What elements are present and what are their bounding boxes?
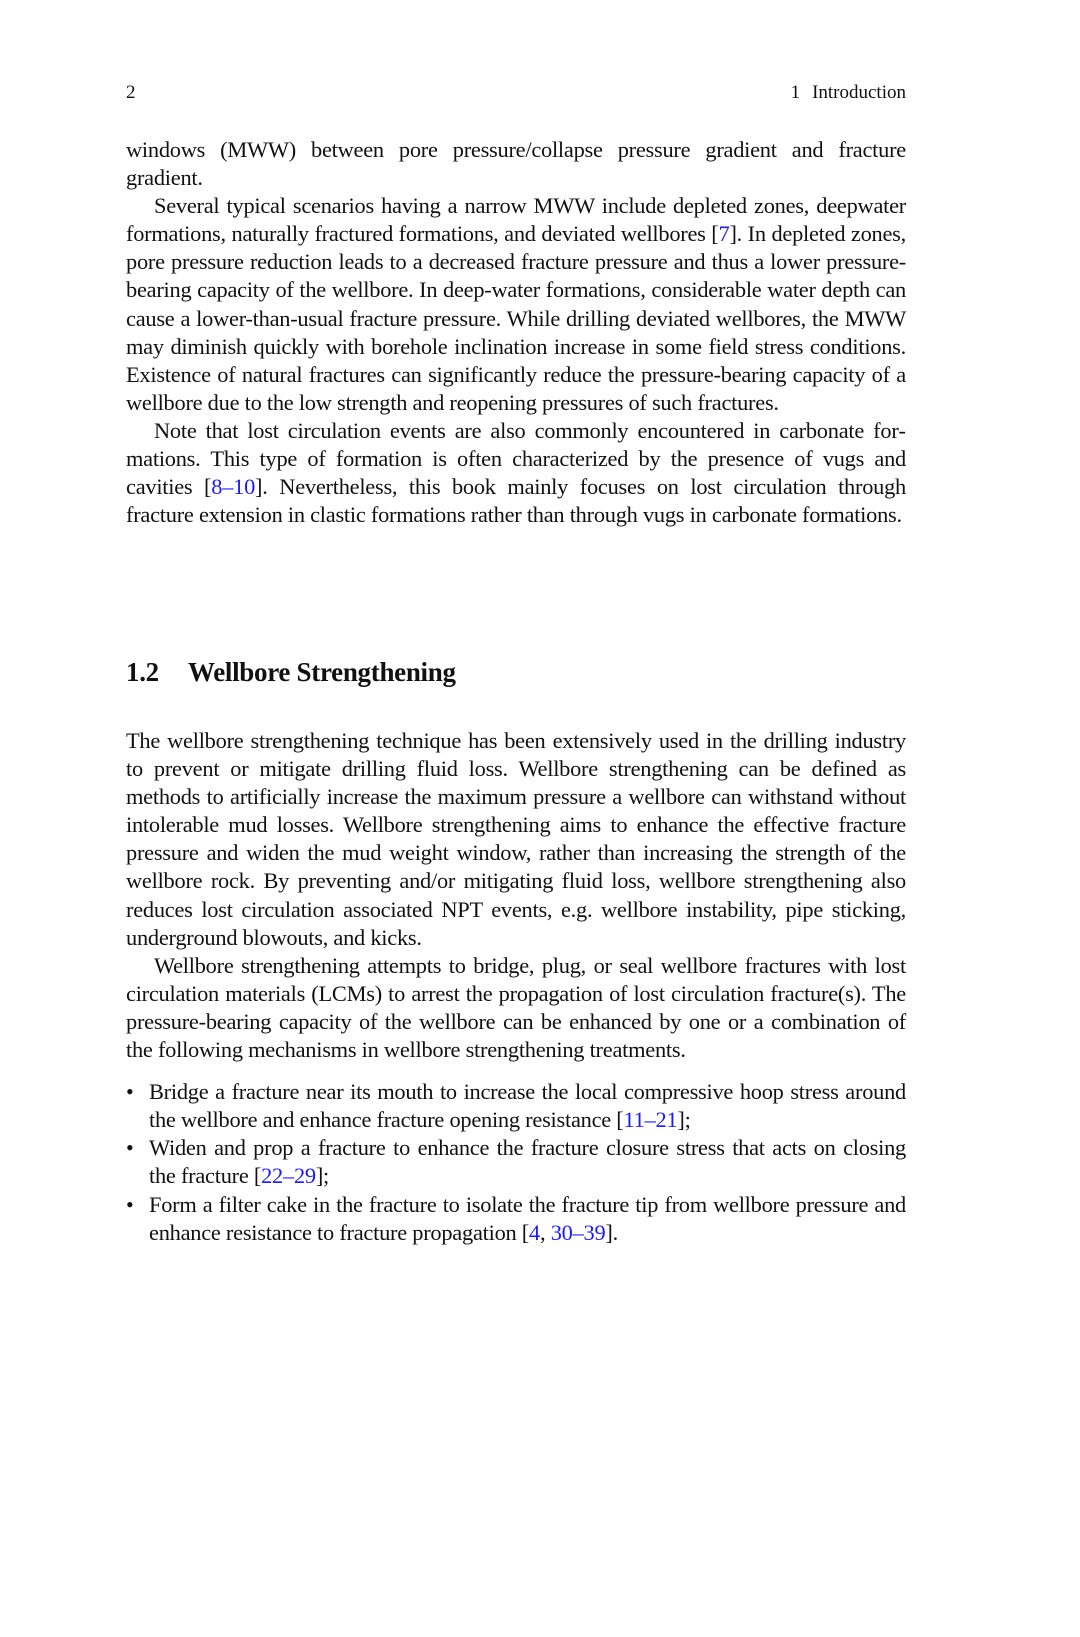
paragraph: windows (MWW) between pore pressure/collapse pressure gradient and fracture gradient.	[126, 137, 906, 191]
citation-link[interactable]: 11–21	[623, 1107, 678, 1133]
list-item	[126, 1191, 906, 1247]
chapter-number: 1	[790, 82, 801, 103]
list-item-text: Form a filter cake in the fracture to isolate the fracture tip from wellbore pressure and enhance resistance to fracture propagation [4, 30–39].	[149, 1191, 906, 1245]
section-title: Wellbore Strengthening	[188, 657, 456, 687]
bullet-icon: •	[126, 1191, 134, 1217]
section-number: 1.2	[126, 657, 159, 687]
paragraph: Wellbore strengthening attempts to bridge, plug, or seal wellbore fractures with lost circulation materials (LCMs) to arrest the propagation of lost circulation fracture(s). The pressure-bearing capacity of the wellbore can be enhanced by one or a combination of the following mechanisms in wellbore strengthening treatments.	[126, 952, 906, 1063]
paragraph: Several typical scenarios having a narrow MWW include depleted zones, deepwater formations, naturally fractured formations, and deviated wellbores [7]. In depleted zones, pore pressure reduction leads to a decreased fracture pressure and thus a lower pressure-bearing capacity of the wellbore. In deep-water formations, considerable water depth can cause a lower-than-usual fracture pressure. While drilling deviated wellbores, the MWW may diminish quickly with borehole inclination increase in some field stress conditions. Existence of natural fractures can significantly reduce the pressure-bearing capacity of a wellbore due to the low strength and reopening pressures of such fractures.	[126, 193, 906, 415]
list-item-text: Bridge a fracture near its mouth to increase the local compressive hoop stress around the wellbore and enhance fracture opening resistance [11–21];	[149, 1079, 906, 1133]
list-item-text: Widen and prop a fracture to enhance the fracture closure stress that acts on closing the fracture [22–29];	[149, 1135, 906, 1189]
citation-link[interactable]: 4	[529, 1219, 540, 1245]
list-item	[126, 1078, 906, 1134]
citation-link[interactable]: 8–10	[211, 474, 256, 500]
bullet-icon: •	[126, 1135, 134, 1161]
mechanism-list	[126, 1078, 906, 1247]
section-heading	[126, 655, 906, 689]
page-number: 2	[126, 82, 136, 103]
paragraph: Note that lost circulation events are also commonly encountered in carbonate formations. This type of formation is often characterized by the presence of vugs and cavities [8–10]. Nevertheless, this book mainly focuses on lost circulation through fracture extension in clastic formations rather than through vugs in carbonate formations.	[126, 417, 906, 528]
list-item	[126, 1134, 906, 1190]
bullet-icon: •	[126, 1079, 134, 1105]
citation-link[interactable]: 7	[718, 221, 730, 247]
chapter-title: Introduction	[812, 82, 906, 103]
chapter-header	[791, 80, 906, 106]
paragraph: The wellbore strengthening technique has been extensively used in the drilling industry to prevent or mitigate drilling fluid loss. Wellbore strengthening can be defined as methods to artificially increase the maximum pressure a wellbore can withstand without intolerable mud losses. Wellbore strengthening aims to enhance the effective fracture pressure and widen the mud weight window, rather than increasing the strength of the wellbore rock. By preventing and/or mitigating fluid loss, wellbore strengthening also reduces lost circulation associated NPT events, e.g. wellbore instability, pipe sticking, underground blowouts, and kicks.	[126, 728, 906, 950]
section-1-2-body	[126, 727, 906, 1247]
running-head	[126, 80, 906, 106]
citation-link[interactable]: 30–39	[550, 1219, 606, 1245]
citation-link[interactable]: 22–29	[261, 1163, 316, 1189]
section-1-1-continued	[126, 136, 906, 529]
